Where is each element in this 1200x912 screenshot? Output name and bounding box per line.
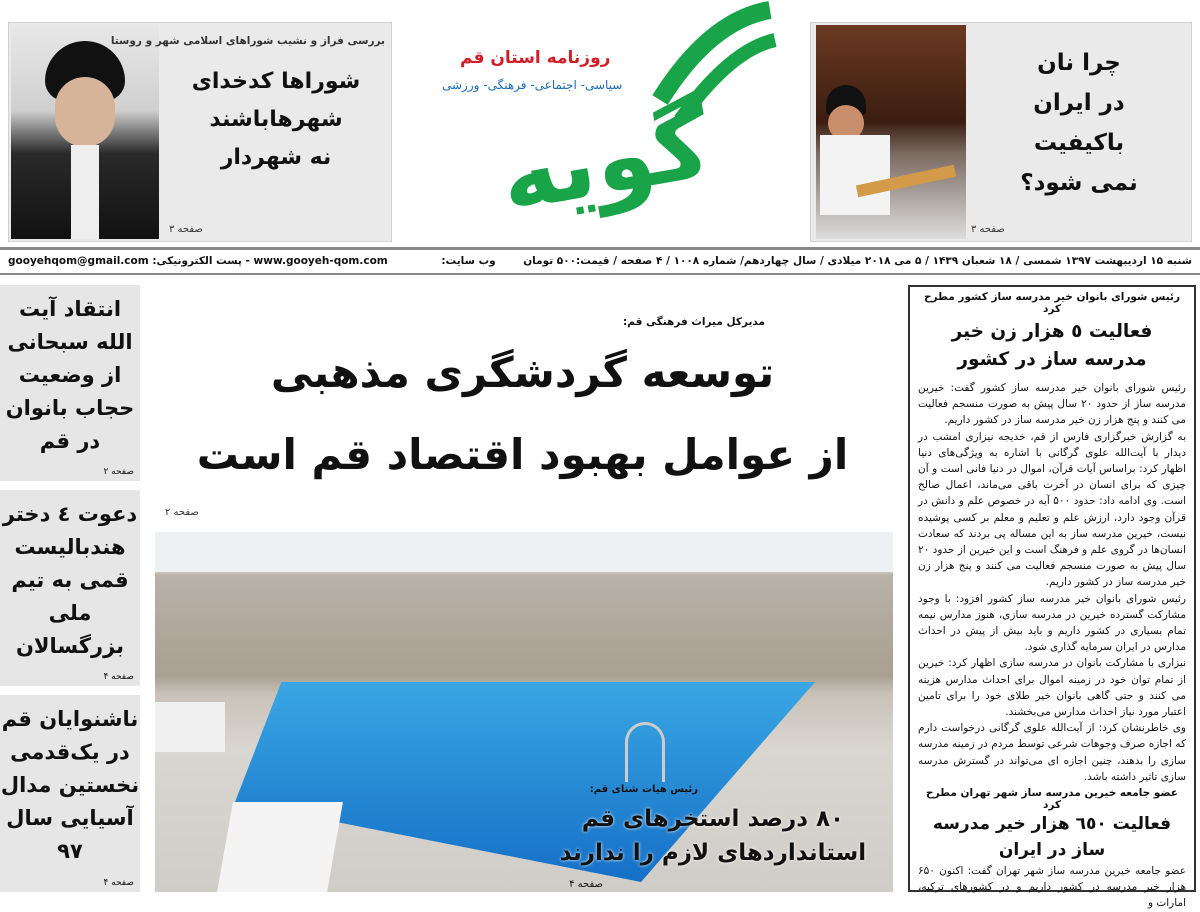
headline: شوراها کدخدای شهرهاباشند نه شهردار: [191, 69, 361, 170]
page-ref: صفحه ۲: [103, 467, 134, 477]
left-story[interactable]: [0, 490, 140, 686]
page-ref: صفحه ۳: [169, 224, 203, 235]
page-ref: صفحه ۴: [569, 879, 603, 890]
top-right-story[interactable]: [810, 22, 1192, 242]
headline: دعوت ٤ دختر هندبالیست قمی به تیم ملی بزرگسالان: [2, 502, 138, 658]
cleric-portrait-photo: [11, 25, 159, 239]
headline: ناشنوایان قم در یک‌قدمی نخستین مدال آسیایی سال ۹۷: [0, 707, 140, 863]
bread-baker-photo: [816, 25, 966, 239]
headline: فعالیت ٥ هزار زن خیر مدرسه ساز در کشور: [951, 321, 1153, 370]
photo-kicker: رئیس هیات شنای قم:: [589, 784, 698, 795]
newspaper-logo-name: گویه: [491, 86, 719, 234]
divider: [0, 247, 1200, 250]
top-left-story[interactable]: [8, 22, 392, 242]
indoor-pool-photo[interactable]: [155, 532, 893, 892]
article-body: رئیس شورای بانوان خیر مدرسه ساز کشور گفت: خیرین مدرسه ساز از حدود ۲۰ سال پیش به صورت منسجم فعالیت می کنند و پنج هزار زن خیر مدرسه ساز در کشور داریم. به گزارش خبرگزاری فارس از قم، خدیجه نیزاری امشب در دیدار با آیت‌الله علوی گرگانی با اشاره به ویژگی‌های دنیا اظهار کرد: براساس آیات قرآن، اموال در دنیا فانی است و آن چیزی که برای انسان در آخرت باقی می‌ماند، اعمال صالح است. وی ادامه داد: حدود ۵۰۰ آیه در خصوص علم و دانش در قرآن وجود دارد، ارزش علم و تعلیم و معلم بر کسی پوشیده نیست، خیرین مدرسه ساز به این مساله پی بردند که سعادت انسان‌ها در گروی علم و فرهنگ است و این خیرین از حدود ۲۰ سال پیش به صورت منسجم فعالیت می کنند و پنج هزار زن خیر مدرسه ساز در کشور داریم. رئیس شورای بانوان خیر مدرسه ساز کشور افزود: با وجود مشارکت گسترده خیرین در مدرسه سازی، هنوز مدارس نیمه تمام بسیاری در کشور داریم و باید بیش از پیش در احداث مدارس در ایران سرمایه گذاری شود. نیزاری با مشارکت بانوان در مدرسه سازی اظهار کرد: خیرین از تمام توان خود در زمینه اموال برای احداث مدارس هزینه می کنند و حتی گاهی بانوان خیر طلای خود را برای تامین اعتبار مورد نیاز احداث مدارس می‌بخشند. وی خاطرنشان کرد: از آیت‌الله علوی گرگانی درخواست دارم که اجازه صرف وجوهات شرعی توسط مردم در زمینه مدرسه سازی را بدهند، چنین اجازه ای می‌تواند در گسترش مدرسه سازی تاثیر داشته باشد.: [918, 382, 1186, 783]
website-label: وب سایت:: [441, 255, 496, 267]
website-link[interactable]: www.gooyeh-qom.com: [253, 255, 388, 267]
headline: انتقاد آیت الله سبحانی از وضعیت حجاب بانوان در قم: [5, 297, 135, 453]
main-kicker: مدیرکل میراث فرهنگی قم:: [623, 316, 765, 328]
left-story[interactable]: [0, 285, 140, 481]
photo-headline[interactable]: ۸۰ درصد استخرهای قم استانداردهای لازم را ندارند: [559, 806, 867, 866]
second-body: عضو جامعه خیرین مدرسه ساز شهر تهران گفت: اکنون ۶۵۰ هزار خیر مدرسه در کشور داریم و در کشورهای ترکیه، امارات و: [918, 865, 1186, 910]
date-line: شنبه ۱۵ اردیبهشت ۱۳۹۷ شمسی / ۱۸ شعبان ۱۴۳۹ / ۵ می ۲۰۱۸ میلادی / سال چهاردهم/ شماره ۱۰۰۸ / ۴ صفحه / قیمت:۵۰۰ تومان: [523, 255, 1192, 267]
headline: چرا نان در ایران باکیفیت نمی شود؟: [1020, 50, 1138, 196]
kicker: بررسی فراز و نشیب شوراهای اسلامی شهر و روستا: [110, 35, 385, 47]
main-headline[interactable]: توسعه گردشگری مذهبی از عوامل بهبود اقتصاد قم است: [196, 348, 849, 479]
email-link[interactable]: gooyehqom@gmail.com: [8, 255, 149, 267]
right-column-story[interactable]: [908, 285, 1196, 910]
masthead-subtitle: روزنامه استان قم: [460, 48, 611, 68]
page-ref: صفحه ۳: [971, 224, 1005, 235]
email-label: - پست الکترونیکی:: [152, 255, 250, 267]
left-story[interactable]: [0, 695, 140, 892]
masthead: [420, 0, 790, 245]
second-kicker: عضو جامعه خیرین مدرسه ساز شهر تهران مطرح کرد: [926, 787, 1178, 812]
contact-line: [8, 255, 496, 267]
divider: [0, 273, 1200, 275]
page-ref: صفحه ۴: [103, 672, 134, 682]
page-ref: صفحه ۲: [165, 507, 199, 518]
second-headline: فعالیت ٦٥٠ هزار خیر مدرسه ساز در ایران: [932, 814, 1172, 861]
masthead-sections: سیاسی- اجتماعی- فرهنگی- ورزشی: [442, 78, 623, 92]
page-ref: صفحه ۴: [103, 878, 134, 888]
kicker: رئیس شورای بانوان خیر مدرسه ساز کشور مطرح کرد: [923, 291, 1181, 315]
